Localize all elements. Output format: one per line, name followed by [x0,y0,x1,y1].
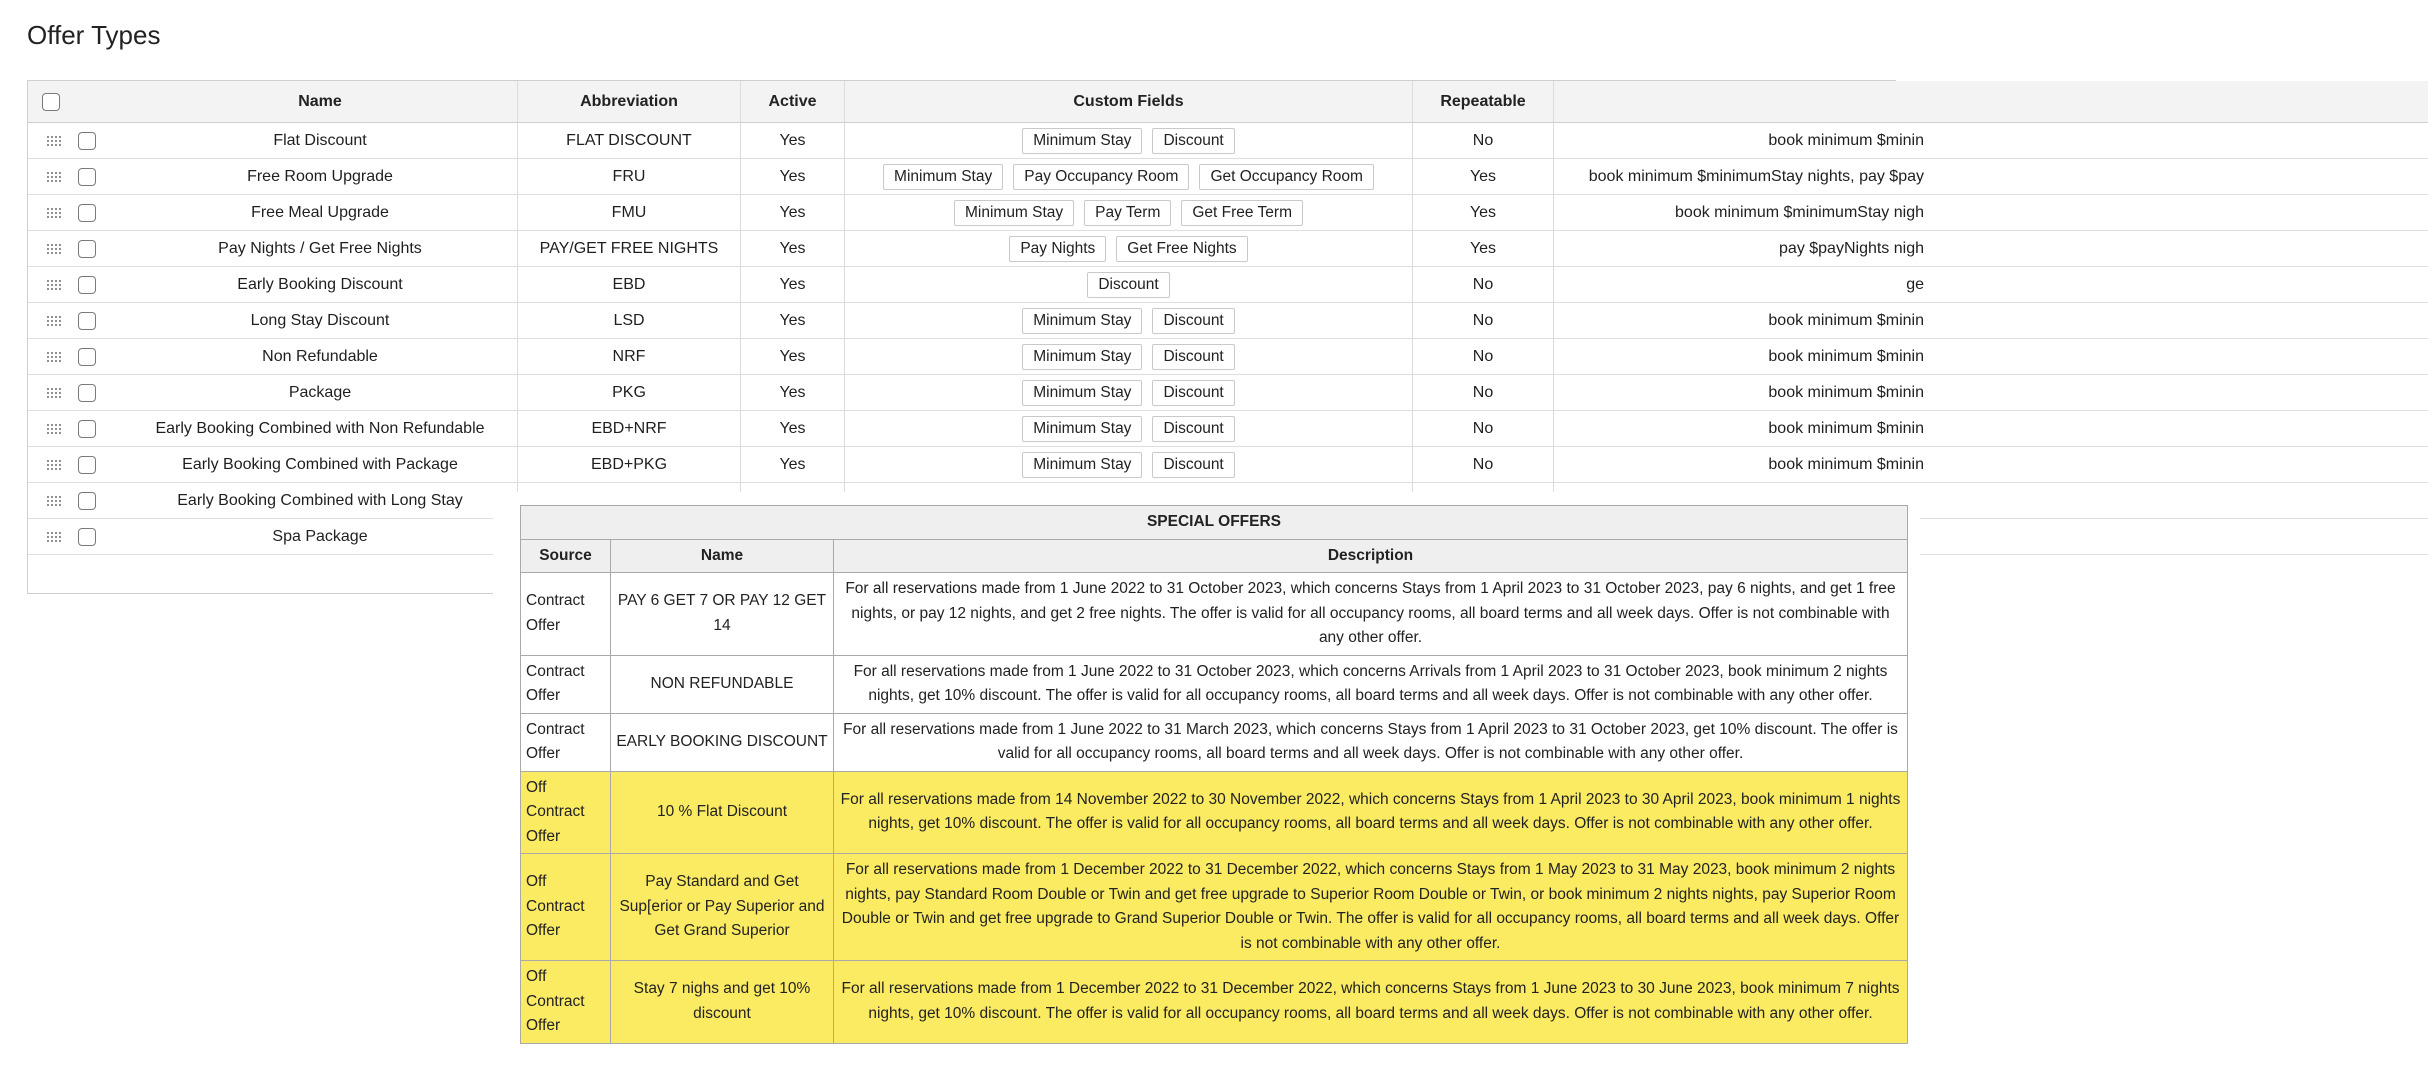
cell-description [1554,231,1924,266]
cell-active: Yes [741,303,845,338]
cell-custom-fields [845,411,1413,446]
drag-handle-icon[interactable] [46,207,62,219]
special-offer-description: For all reservations made from 1 December 2022 to 31 December 2022, which concerns Stays from 1 June 2023 to 30 June 2023, book minimum 7 nights nights, get 10% discount. The offer is valid for all occupancy rooms, all board terms and all week days. Offer is not combinable with any other offer. [834,961,1908,1044]
column-header-repeatable[interactable]: Repeatable [1413,81,1554,122]
custom-field-chip: Discount [1152,344,1234,370]
special-header-description: Description [834,539,1908,573]
drag-handle-icon[interactable] [46,171,62,183]
column-header-description [1554,81,1924,122]
cell-description [1554,411,1924,446]
table-row[interactable] [28,303,2428,339]
row-checkbox[interactable] [78,528,96,546]
cell-name: Non Refundable [123,339,518,374]
description-text: pay $payNights nigh [1779,239,1924,257]
table-row[interactable] [28,375,2428,411]
special-offer-row [521,713,1908,771]
table-row[interactable] [28,123,2428,159]
cell-repeatable: No [1413,375,1554,410]
cell-active: Yes [741,411,845,446]
custom-field-chip: Pay Term [1084,200,1171,226]
special-offers-body [521,573,1908,1044]
special-offer-description: For all reservations made from 1 June 2022 to 31 October 2023, which concerns Arrivals from 1 April 2023 to 31 October 2023, book minimum 2 nights nights, get 10% discount. The offer is valid for all occupancy rooms, all board terms and all week days. Offer is not combinable with any other offer. [834,655,1908,713]
cell-active: Yes [741,375,845,410]
row-checkbox[interactable] [78,240,96,258]
cell-abbreviation: FRU [518,159,741,194]
column-header-name[interactable]: Name [123,81,518,122]
special-offers-title: SPECIAL OFFERS [521,506,1908,540]
drag-handle-icon[interactable] [46,459,62,471]
cell-repeatable: Yes [1413,159,1554,194]
custom-field-chip: Minimum Stay [1022,308,1142,334]
page-title: Offer Types [27,20,161,50]
special-offer-name: PAY 6 GET 7 OR PAY 12 GET 14 [611,573,834,656]
custom-field-chip: Minimum Stay [1022,416,1142,442]
special-offer-source: Off Contract Offer [521,854,611,961]
description-text: book minimum $minimumStay nigh [1675,203,1924,221]
cell-name: Spa Package [123,519,518,554]
row-checkbox[interactable] [78,132,96,150]
row-select-cell [28,375,123,410]
cell-description [1554,447,1924,482]
special-offer-row [521,573,1908,656]
description-text: book minimum $minin [1768,419,1924,437]
special-offer-description: For all reservations made from 1 December 2022 to 31 December 2022, which concerns Stays from 1 May 2023 to 31 May 2023, book minimum 2 nights nights, pay Standard Room Double or Twin and get free upgrade to Superior Room Double or Twin, or book minimum 2 nights nights, pay Superior Room Double or Twin and get free upgrade to Grand Superior Double or Twin. The offer is valid for all occupancy rooms, all board terms and all week days. Offer is not combinable with any other offer. [834,854,1908,961]
custom-field-chip: Minimum Stay [1022,452,1142,478]
special-header-source: Source [521,539,611,573]
special-offer-source: Contract Offer [521,713,611,771]
column-header-custom-fields[interactable]: Custom Fields [845,81,1413,122]
row-select-cell [28,411,123,446]
special-offer-name: EARLY BOOKING DISCOUNT [611,713,834,771]
table-row[interactable] [28,195,2428,231]
cell-active: Yes [741,267,845,302]
cell-abbreviation: FMU [518,195,741,230]
row-checkbox[interactable] [78,420,96,438]
table-row[interactable] [28,339,2428,375]
row-select-cell [28,123,123,158]
grid-header-row [28,81,2428,123]
description-text: book minimum $minin [1768,311,1924,329]
cell-custom-fields [845,267,1413,302]
special-offer-row [521,655,1908,713]
row-checkbox[interactable] [78,168,96,186]
cell-name: Early Booking Discount [123,267,518,302]
row-checkbox[interactable] [78,384,96,402]
grid-body [28,123,2428,555]
row-checkbox[interactable] [78,456,96,474]
row-select-cell [28,303,123,338]
cell-name: Early Booking Combined with Non Refundable [123,411,518,446]
cell-custom-fields [845,195,1413,230]
cell-custom-fields [845,375,1413,410]
cell-description [1554,339,1924,374]
cell-name: Early Booking Combined with Package [123,447,518,482]
special-offers-table [520,505,1908,1044]
custom-field-chip: Get Occupancy Room [1199,164,1373,190]
cell-abbreviation: NRF [518,339,741,374]
cell-description [1554,267,1924,302]
row-select-cell [28,339,123,374]
cell-custom-fields [845,231,1413,266]
cell-active: Yes [741,339,845,374]
drag-handle-icon[interactable] [46,387,62,399]
description-text: book minimum $minin [1768,347,1924,365]
cell-abbreviation: EBD [518,267,741,302]
drag-handle-icon[interactable] [46,279,62,291]
custom-field-chip: Discount [1087,272,1169,298]
custom-field-chip: Minimum Stay [1022,380,1142,406]
special-offer-row [521,771,1908,854]
row-select-cell [28,267,123,302]
custom-field-chip: Discount [1152,128,1234,154]
special-offer-description: For all reservations made from 1 June 2022 to 31 March 2023, which concerns Stays from 1 April 2023 to 31 October 2023, get 10% discount. The offer is valid for all occupancy rooms, all board terms and all week days. Offer is not combinable with any other offer. [834,713,1908,771]
cell-abbreviation: LSD [518,303,741,338]
custom-field-chip: Minimum Stay [1022,344,1142,370]
custom-field-chip: Get Free Nights [1116,236,1247,262]
table-row[interactable] [28,447,2428,483]
cell-abbreviation: PKG [518,375,741,410]
select-all-checkbox[interactable] [42,93,60,111]
drag-handle-icon[interactable] [46,351,62,363]
custom-field-chip: Get Free Term [1181,200,1303,226]
row-select-cell [28,483,123,518]
cell-description [1554,159,1924,194]
cell-abbreviation: PAY/GET FREE NIGHTS [518,231,741,266]
row-select-cell [28,519,123,554]
cell-active: Yes [741,123,845,158]
drag-handle-icon[interactable] [46,531,62,543]
cell-abbreviation: FLAT DISCOUNT [518,123,741,158]
drag-handle-icon[interactable] [46,243,62,255]
table-row[interactable] [28,267,2428,303]
cell-repeatable: No [1413,267,1554,302]
table-row[interactable] [28,159,2428,195]
cell-name: Package [123,375,518,410]
description-text: book minimum $minin [1768,383,1924,401]
custom-field-chip: Minimum Stay [954,200,1074,226]
row-checkbox[interactable] [78,492,96,510]
cell-repeatable: Yes [1413,231,1554,266]
cell-name: Flat Discount [123,123,518,158]
grid-content [28,81,2428,555]
special-offer-name: NON REFUNDABLE [611,655,834,713]
cell-name: Pay Nights / Get Free Nights [123,231,518,266]
cell-abbreviation: EBD+PKG [518,447,741,482]
drag-handle-icon[interactable] [46,135,62,147]
cell-active: Yes [741,231,845,266]
row-checkbox[interactable] [78,312,96,330]
cell-description [1554,123,1924,158]
cell-repeatable: No [1413,303,1554,338]
table-row[interactable] [28,231,2428,267]
custom-field-chip: Discount [1152,380,1234,406]
description-text: book minimum $minin [1768,455,1924,473]
cell-custom-fields [845,447,1413,482]
cell-custom-fields [845,303,1413,338]
cell-description [1554,303,1924,338]
special-header-name: Name [611,539,834,573]
cell-custom-fields [845,123,1413,158]
cell-custom-fields [845,159,1413,194]
table-row[interactable] [28,411,2428,447]
cell-active: Yes [741,159,845,194]
description-text: book minimum $minin [1768,131,1924,149]
special-offer-row [521,854,1908,961]
cell-name: Free Meal Upgrade [123,195,518,230]
custom-field-chip: Minimum Stay [883,164,1003,190]
custom-field-chip: Minimum Stay [1022,128,1142,154]
row-select-cell [28,447,123,482]
custom-field-chip: Pay Occupancy Room [1013,164,1189,190]
column-header-active[interactable]: Active [741,81,845,122]
row-select-cell [28,195,123,230]
description-text: book minimum $minimumStay nights, pay $pay [1588,167,1924,185]
special-offer-name: Pay Standard and Get Sup[erior or Pay Superior and Get Grand Superior [611,854,834,961]
cell-active: Yes [741,447,845,482]
special-offer-description: For all reservations made from 1 June 2022 to 31 October 2023, which concerns Stays from 1 April 2023 to 31 October 2023, pay 6 nights, and get 1 free nights, or pay 12 nights, and get 2 free nights. The offer is valid for all occupancy rooms, all board terms and all week days. Offer is not combinable with any other offer. [834,573,1908,656]
row-checkbox[interactable] [78,348,96,366]
cell-description [1554,195,1924,230]
special-offer-row [521,961,1908,1044]
cell-name: Early Booking Combined with Long Stay [123,483,518,518]
cell-custom-fields [845,339,1413,374]
cell-repeatable: No [1413,411,1554,446]
cell-name: Long Stay Discount [123,303,518,338]
cell-repeatable: No [1413,339,1554,374]
special-offer-source: Off Contract Offer [521,771,611,854]
custom-field-chip: Discount [1152,416,1234,442]
special-offer-name: 10 % Flat Discount [611,771,834,854]
column-header-abbreviation[interactable]: Abbreviation [518,81,741,122]
special-offer-source: Contract Offer [521,655,611,713]
cell-repeatable: No [1413,123,1554,158]
special-offer-source: Off Contract Offer [521,961,611,1044]
row-checkbox[interactable] [78,204,96,222]
custom-field-chip: Discount [1152,308,1234,334]
drag-handle-icon[interactable] [46,495,62,507]
description-text: ge [1906,275,1924,293]
row-select-cell [28,231,123,266]
cell-name: Free Room Upgrade [123,159,518,194]
cell-repeatable: Yes [1413,195,1554,230]
cell-active: Yes [741,195,845,230]
row-select-cell [28,159,123,194]
select-all-cell [28,81,123,122]
special-offer-description: For all reservations made from 14 November 2022 to 30 November 2022, which concerns Stays from 1 April 2023 to 30 April 2023, book minimum 1 nights nights, get 10% discount. The offer is valid for all occupancy rooms, all board terms and all week days. Offer is not combinable with any other offer. [834,771,1908,854]
special-offer-name: Stay 7 nighs and get 10% discount [611,961,834,1044]
cell-abbreviation: EBD+NRF [518,411,741,446]
cell-description [1554,375,1924,410]
drag-handle-icon[interactable] [46,315,62,327]
drag-handle-icon[interactable] [46,423,62,435]
cell-repeatable: No [1413,447,1554,482]
row-checkbox[interactable] [78,276,96,294]
custom-field-chip: Discount [1152,452,1234,478]
custom-field-chip: Pay Nights [1009,236,1106,262]
special-offer-source: Contract Offer [521,573,611,656]
